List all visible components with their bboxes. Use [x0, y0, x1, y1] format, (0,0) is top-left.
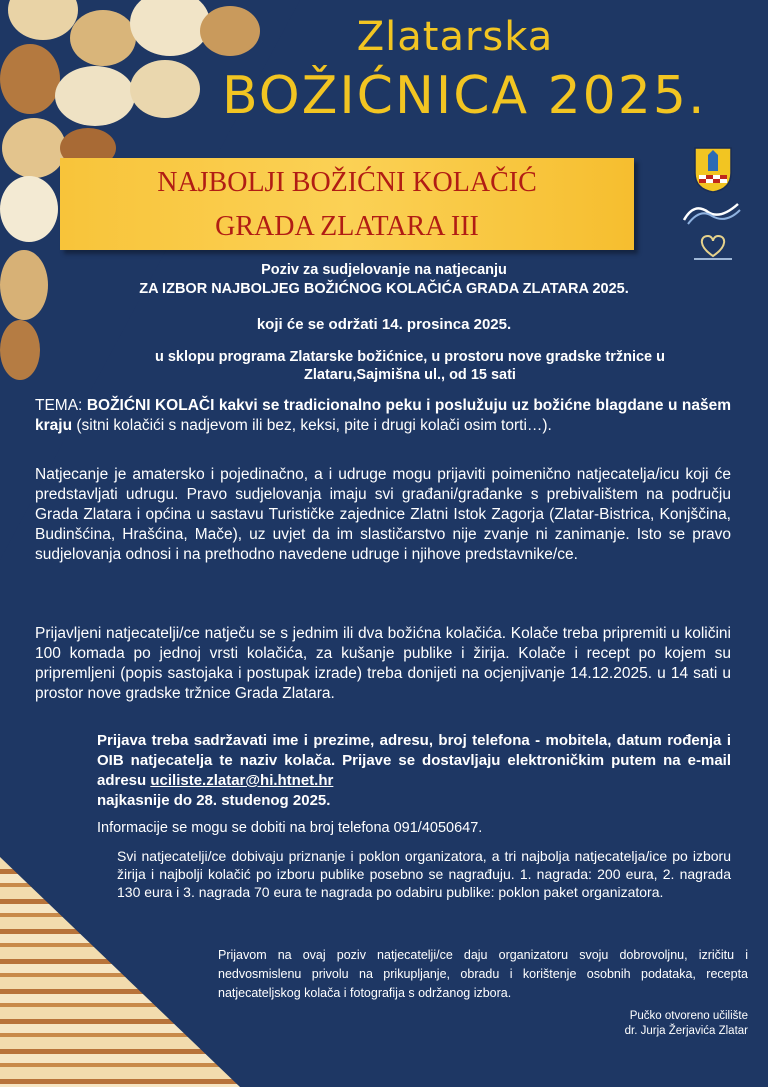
- theme-paragraph: [35, 396, 731, 436]
- application-paragraph: [97, 731, 731, 811]
- event-venue: u sklopu programa Zlatarske božićnice, u prostoru nove gradske tržnice u Zlataru,Sajmišna ul., od 15 sati: [154, 349, 666, 383]
- signature-line-2: dr. Jurja Žerjavića Zlatar: [624, 1025, 748, 1037]
- recipe-paragraph: Prijavljeni natjecatelji/ce natječu se s jednim ili dva božićna kolačića. Kolače treba pripremiti u količini 100 komada po jednoj vrsti kolačića, za kušanje publike i žirija. Kolače i recept po kojem su pripremljeni (popis sastojaka i postupak izrade) treba donijeti na ocjenjivanje 14.12.2025. u 14 sati u prostor nove gradske tržnice Grada Zlatara.: [35, 625, 731, 702]
- awards-paragraph: Svi natjecatelji/ce dobivaju priznanje i poklon organizatora, a tri najbolja natjecatelja/ice po izboru žirija i najbolji kolačić po izboru publike posebno se nagrađuju. 1. nagrada: 200 eura, 2. nagrada 130 eura i 3. nagrada 70 eura te nagrada po odabiru publike: poklon paket organizatora.: [117, 848, 731, 900]
- event-date: koji će se održati 14. prosinca 2025.: [256, 316, 512, 333]
- invite-line-1: Poziv za sudjelovanje na natjecanju: [261, 262, 507, 278]
- rules-paragraph: Natjecanje je amatersko i pojedinačno, a i udruge mogu prijaviti poimenično natjecatelja/icu koji će predstavljati udrugu. Pravo sudjelovanja imaju svi građani/građanke s prebivalištem na području Grada Zlatara i općina u sastavu Turističke zajednice Zlatni Istok Zagorja (Zlatar-Bistrica, Konjščina, Budinšćina, Hrašćina, Mače), uz uvjet da im slastičarstvo nije zvanje ni zanimanje. Isto se pravo sudjelovanja odnosi i na prethodno navedene udruge i njihove predstavnike/ce.: [35, 466, 731, 563]
- email-link[interactable]: uciliste.zlatar@hi.htnet.hr: [150, 772, 334, 789]
- title-top: Zlatarska: [356, 14, 554, 60]
- organizer-signature: [540, 1009, 748, 1039]
- banner-line-1: NAJBOLJI BOŽIĆNI KOLAČIĆ: [157, 167, 537, 198]
- consent-paragraph: Prijavom na ovaj poziv natjecatelji/ce daju organizatoru svoju dobrovoljnu, izričitu i nedvosmislenu privolu na prikupljanje, obradu i korištenje osobnih podataka, recepta natjecateljskog kolača i fotografija s održanog izbora.: [218, 948, 748, 1000]
- application-text: Prijava treba sadržavati ime i prezime, adresu, broj telefona - mobitela, datum rođenja i OIB natjecatelja te naziv kolača. Prijave se dostavljaju elektroničkim putem na e-mail adresu: [97, 732, 731, 789]
- signature-line-1: Pučko otvoreno učilište: [629, 1010, 748, 1022]
- title-banner: [60, 158, 634, 250]
- swoosh-logo: [680, 198, 744, 228]
- application-deadline: najkasnije do 28. studenog 2025.: [97, 792, 331, 809]
- banner-line-2: GRADA ZLATARA III: [215, 211, 479, 242]
- title-main: BOŽIĆNICA 2025.: [222, 66, 707, 126]
- info-line: Informacije se mogu se dobiti na broj telefona 091/4050647.: [97, 820, 483, 836]
- city-crest-logo: [694, 147, 732, 193]
- theme-details: (sitni kolačići s nadjevom ili bez, keksi, pite i drugi kolači osim torti…).: [72, 417, 552, 434]
- heart-logo: [688, 232, 738, 262]
- theme-label: TEMA:: [35, 397, 87, 414]
- invite-line-2: ZA IZBOR NAJBOLJEG BOŽIĆNOG KOLAČIĆA GRADA ZLATARA 2025.: [139, 281, 629, 297]
- theme-highlight: BOŽIĆNI KOLAČI kakvi se tradicionalno peku i poslužuju uz božićne blagdane u našem kraju: [35, 397, 731, 434]
